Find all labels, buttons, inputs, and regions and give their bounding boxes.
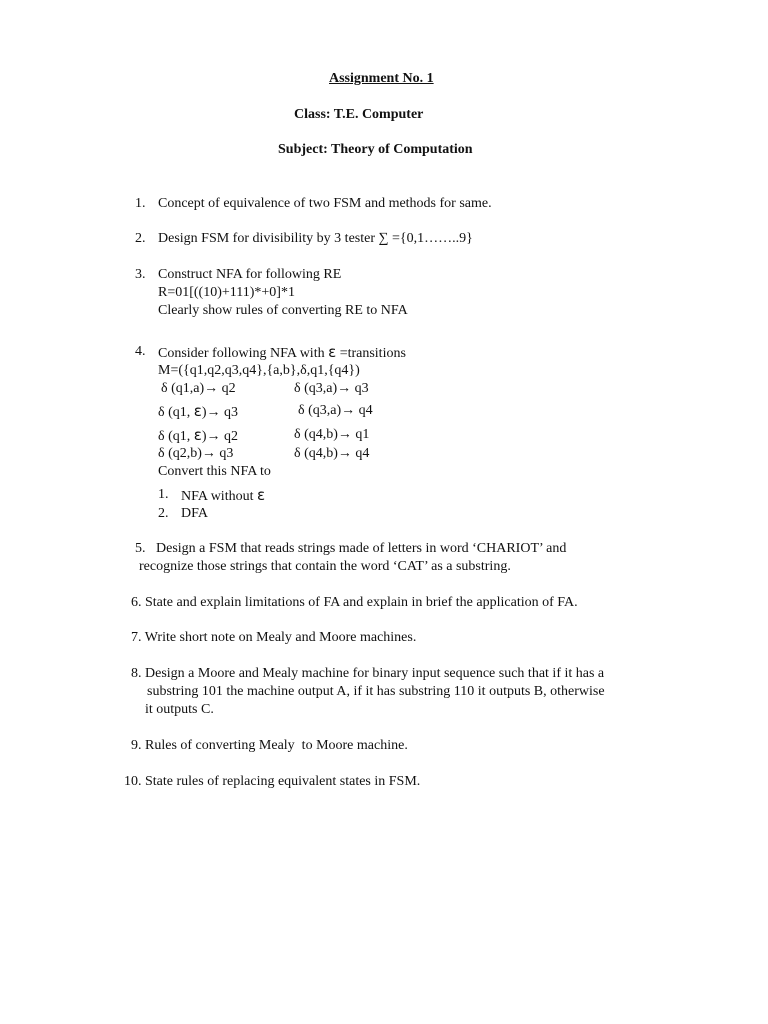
q4-sub-2-number: 2. [158, 506, 169, 521]
q2-number: 2. [135, 231, 146, 246]
q4-number: 4. [135, 344, 146, 359]
epsilon-symbol: ε [193, 402, 202, 420]
class-line: Class: T.E. Computer [294, 107, 424, 122]
q9-text: 9. Rules of converting Mealy to Moore machine. [131, 738, 408, 753]
q2-text: Design FSM for divisibility by 3 tester ∑ ={0,1……..9} [158, 231, 473, 246]
q4-intro: Consider following NFA with ε =transitions [158, 343, 406, 361]
q4-transition-2: δ (q3,a)→ q3 [294, 381, 369, 396]
q4-sub-1-number: 1. [158, 487, 169, 502]
q4-transition-3: δ (q1, ε)→ q3 [158, 402, 239, 420]
q4-convert-line: Convert this NFA to [158, 464, 271, 479]
q4-transition-8: δ (q4,b)→ q4 [294, 446, 370, 461]
q8-line-1: 8. Design a Moore and Mealy machine for binary input sequence such that if it has a [131, 666, 605, 681]
epsilon-symbol: ε [193, 426, 202, 444]
q4-sub-2-text: DFA [181, 506, 208, 521]
subject-line: Subject: Theory of Computation [278, 142, 473, 157]
q10-text: 10. State rules of replacing equivalent states in FSM. [124, 774, 421, 789]
q6-text: 6. State and explain limitations of FA and explain in brief the application of FA. [131, 595, 578, 610]
q4-sub-1-text: NFA without ε [181, 486, 266, 504]
assignment-title: Assignment No. 1 [329, 71, 434, 86]
q3-line-3: Clearly show rules of converting RE to NFA [158, 303, 408, 318]
q4-transition-1: δ (q1,a)→ q2 [161, 381, 236, 396]
q5-line-2: recognize those strings that contain the word ‘CAT’ as a substring. [139, 559, 511, 574]
q4-transition-5: δ (q1, ε)→ q2 [158, 426, 239, 444]
q3-line-1: Construct NFA for following RE [158, 267, 342, 282]
q4-machine-definition: M=({q1,q2,q3,q4},{a,b},δ,q1,{q4}) [158, 363, 360, 378]
q8-line-3: it outputs C. [145, 702, 214, 717]
q5-line-1: 5. Design a FSM that reads strings made of letters in word ‘CHARIOT’ and [135, 541, 567, 556]
q3-regex: R=01[((10)+111)*+0]*1 [158, 285, 295, 300]
q4-transition-7: δ (q2,b)→ q3 [158, 446, 234, 461]
q8-line-2: substring 101 the machine output A, if it has substring 110 it outputs B, otherwise [147, 684, 605, 699]
epsilon-symbol: ε [328, 343, 337, 361]
q3-number: 3. [135, 267, 146, 282]
q1-number: 1. [135, 196, 146, 211]
q4-transition-4: δ (q3,a)→ q4 [298, 403, 373, 418]
q4-transition-6: δ (q4,b)→ q1 [294, 427, 370, 442]
q7-text: 7. Write short note on Mealy and Moore machines. [131, 630, 417, 645]
q1-text: Concept of equivalence of two FSM and methods for same. [158, 196, 492, 211]
epsilon-symbol: ε [256, 486, 266, 504]
